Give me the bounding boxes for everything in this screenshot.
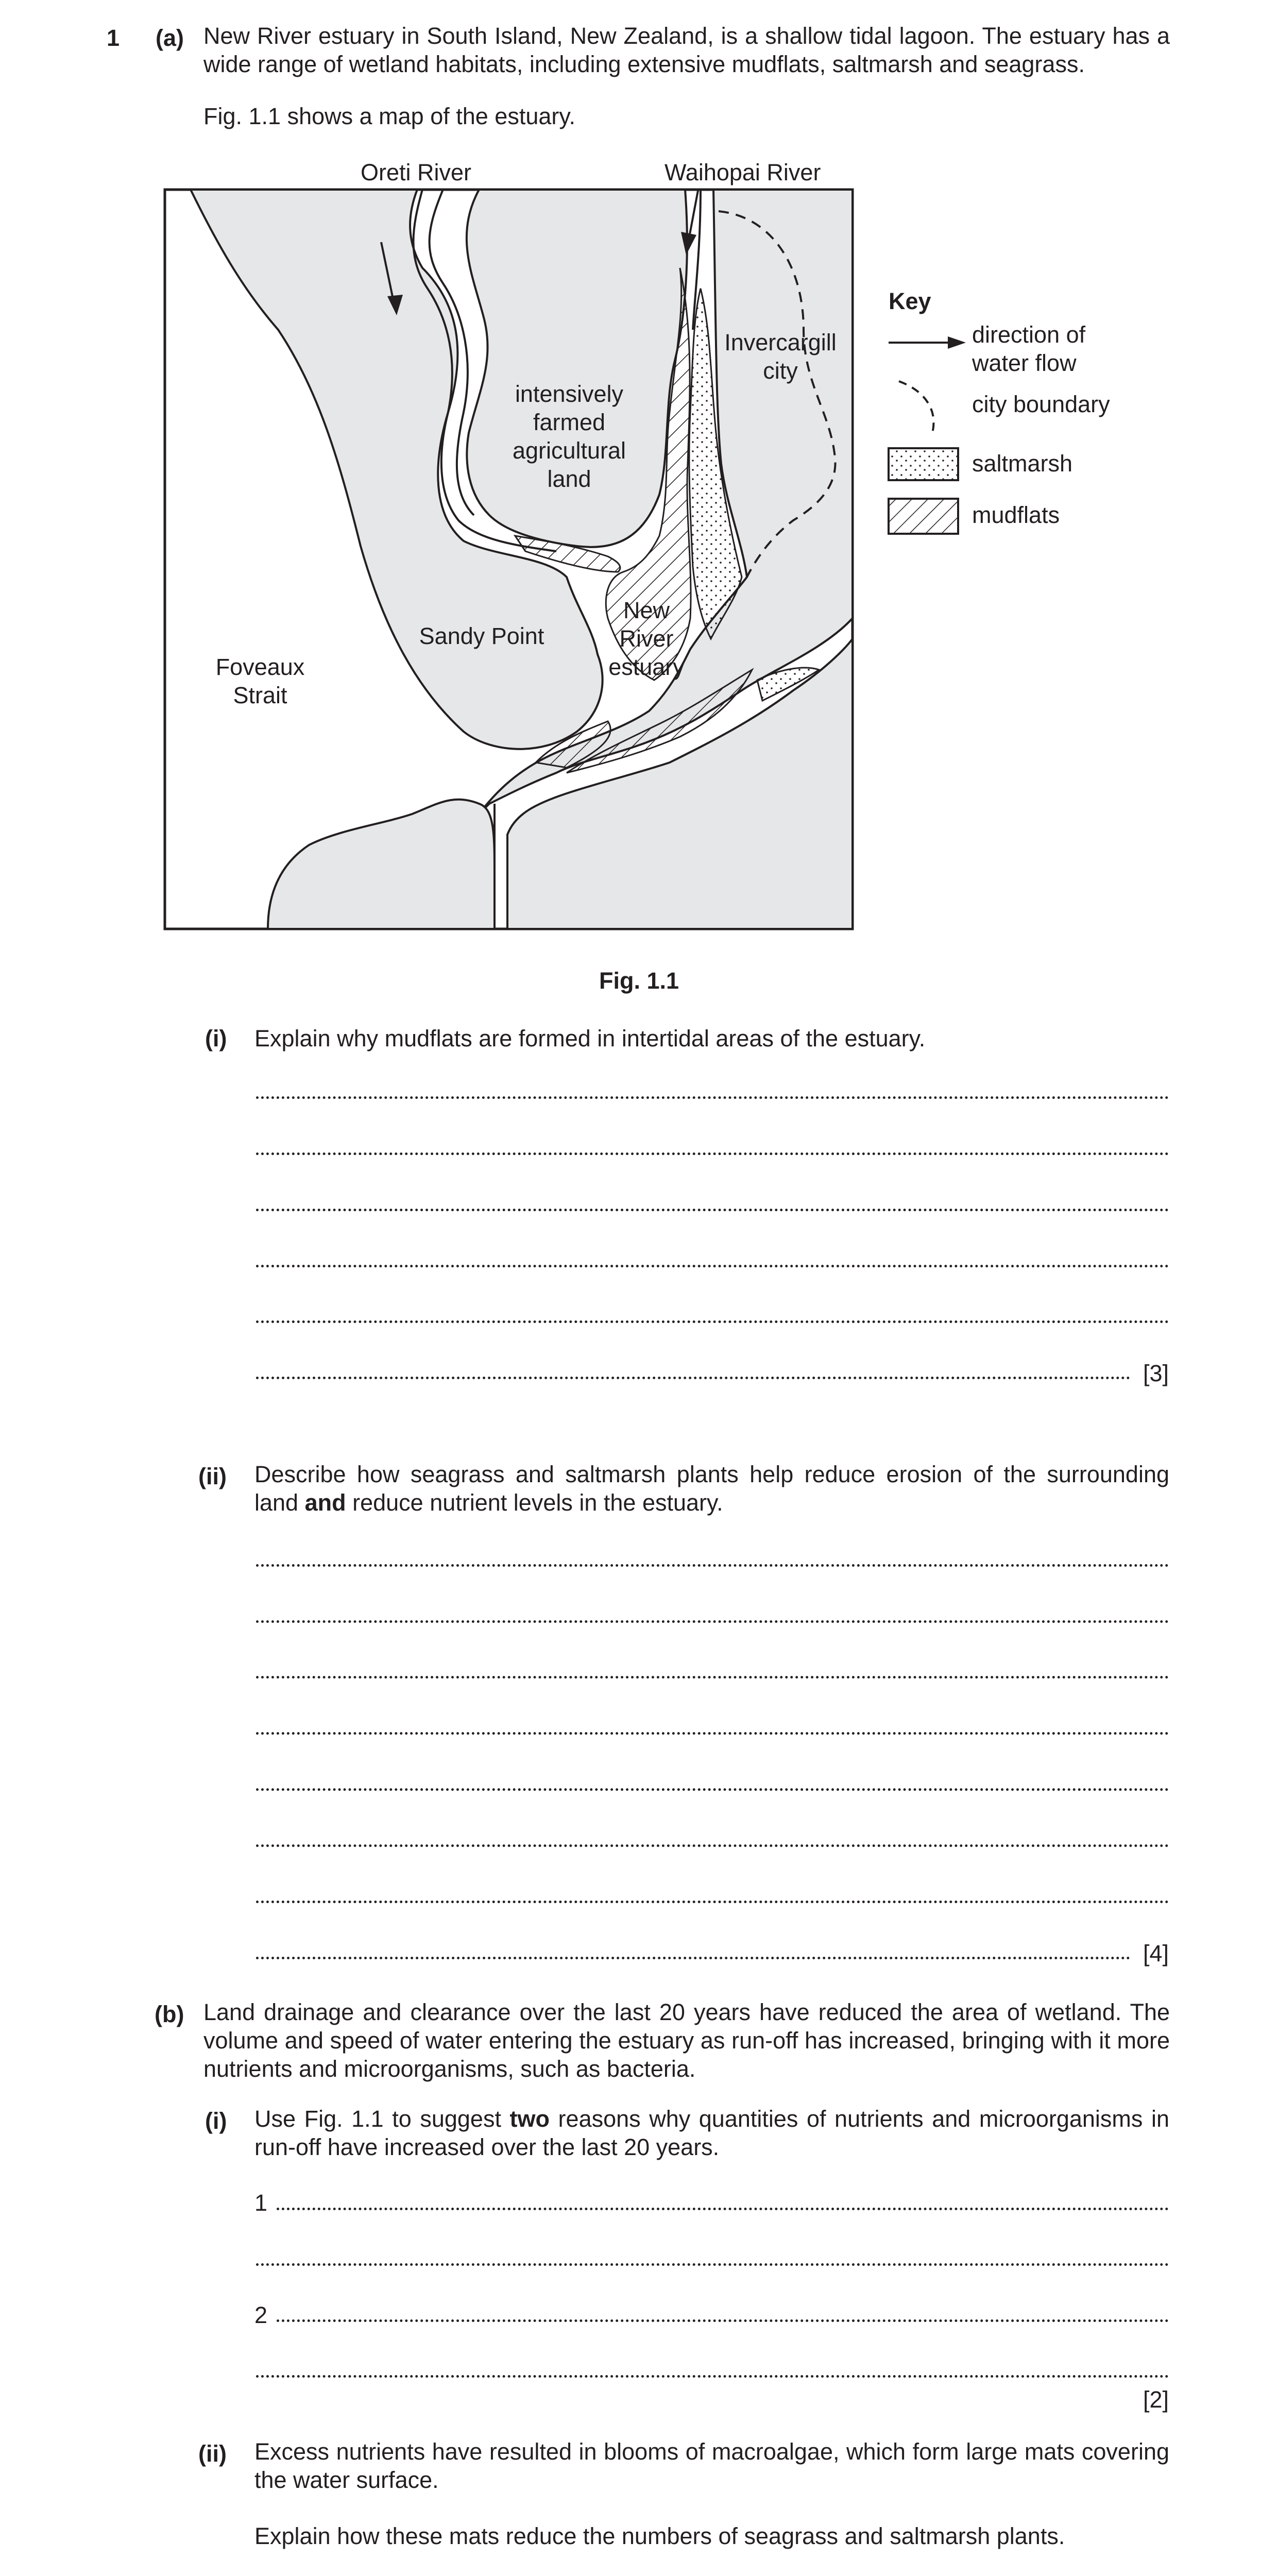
part-a-label: (a)	[156, 25, 184, 51]
map-label-new-3: estuary	[608, 654, 685, 680]
map-label-oreti: Oreti River	[361, 159, 472, 185]
answer-line[interactable]	[256, 1844, 1169, 1847]
answer-line[interactable]	[256, 1788, 1169, 1791]
key-saltmarsh-swatch	[889, 448, 958, 480]
answer-line[interactable]	[256, 1732, 1169, 1735]
answer-line[interactable]	[256, 1209, 1169, 1211]
key-flow-1: direction of	[972, 321, 1086, 348]
map-label-farmland-4: land	[547, 466, 591, 492]
map-label-new-2: River	[619, 625, 674, 652]
estuary-map	[0, 0, 1278, 979]
answer-line[interactable]	[256, 1377, 1130, 1379]
map-label-sandy-point: Sandy Point	[419, 623, 544, 649]
answer-line[interactable]	[256, 1096, 1169, 1099]
answer-line[interactable]	[256, 1564, 1169, 1567]
map-label-farmland-1: intensively	[515, 381, 624, 407]
map-label-foveaux-2: Strait	[233, 682, 287, 708]
part-a-intro: New River estuary in South Island, New Zealand, is a shallow tidal lagoon. The estuary has a wide range of wetland habitats, including extensive mudflats, saltmarsh and seagrass.	[203, 23, 1170, 77]
part-a-i-text: Explain why mudflats are formed in intertidal areas of the estuary.	[254, 1025, 926, 1052]
answer-number-1: 1	[254, 2190, 268, 2216]
map-label-new-1: New	[623, 597, 670, 623]
part-a-ii-text: Describe how seagrass and saltmarsh plants help reduce erosion of the surrounding land and reduce nutrient levels in the estuary.	[254, 1461, 1169, 1516]
answer-line[interactable]	[256, 1320, 1169, 1323]
map-label-farmland-2: farmed	[533, 409, 606, 435]
answer-line[interactable]	[277, 2208, 1169, 2210]
key-mudflats: mudflats	[972, 502, 1060, 528]
key-saltmarsh: saltmarsh	[972, 450, 1073, 477]
part-b-i-label: (i)	[205, 2108, 227, 2134]
answer-line[interactable]	[256, 2375, 1169, 2378]
answer-line[interactable]	[256, 1957, 1130, 1959]
map-label-city-2: city	[763, 358, 798, 384]
part-b-ii-label: (ii)	[198, 2441, 227, 2467]
answer-line[interactable]	[256, 1153, 1169, 1155]
part-b-intro: Land drainage and clearance over the last 20 years have reduced the area of wetland. The volume and speed of water entering the estuary as run-off has increased, bringing with it more nutrients and microorganisms, such as bacteria.	[203, 1999, 1170, 2082]
key-mudflats-swatch	[889, 499, 958, 534]
part-b-ii-text: Excess nutrients have resulted in blooms of macroalgae, which form large mats covering the water surface.	[254, 2438, 1169, 2493]
map-label-foveaux-1: Foveaux	[215, 654, 305, 680]
map-label-farmland-3: agricultural	[512, 437, 626, 464]
answer-line[interactable]	[256, 1620, 1169, 1623]
answer-line[interactable]	[256, 1901, 1169, 1903]
key-boundary: city boundary	[972, 391, 1110, 417]
key-boundary-icon	[899, 381, 933, 433]
answer-number-2: 2	[254, 2302, 268, 2328]
key-flow-2: water flow	[972, 350, 1077, 376]
part-a-i-label: (i)	[205, 1025, 227, 1052]
marks-b-i: [2]	[1143, 2386, 1169, 2413]
part-a-ii-label: (ii)	[198, 1463, 227, 1489]
part-b-ii-text2: Explain how these mats reduce the numbers of seagrass and saltmarsh plants.	[254, 2523, 1065, 2549]
land-middle	[467, 190, 687, 547]
answer-line[interactable]	[256, 1676, 1169, 1679]
figure-intro: Fig. 1.1 shows a map of the estuary.	[203, 103, 576, 129]
marks-a-i: [3]	[1143, 1360, 1169, 1386]
question-number: 1	[107, 25, 120, 51]
figure-caption: Fig. 1.1	[599, 968, 679, 994]
map-label-city-1: Invercargill	[724, 329, 837, 355]
answer-line[interactable]	[277, 2319, 1169, 2322]
answer-line[interactable]	[256, 1265, 1169, 1267]
answer-line[interactable]	[256, 2263, 1169, 2266]
marks-a-ii: [4]	[1143, 1940, 1169, 1967]
part-b-i-text: Use Fig. 1.1 to suggest two reasons why quantities of nutrients and microorganisms in run-off have increased over the last 20 years.	[254, 2106, 1169, 2160]
key-title: Key	[889, 288, 931, 314]
part-b-label: (b)	[155, 2001, 184, 2027]
map-label-waihopai: Waihopai River	[664, 159, 821, 185]
